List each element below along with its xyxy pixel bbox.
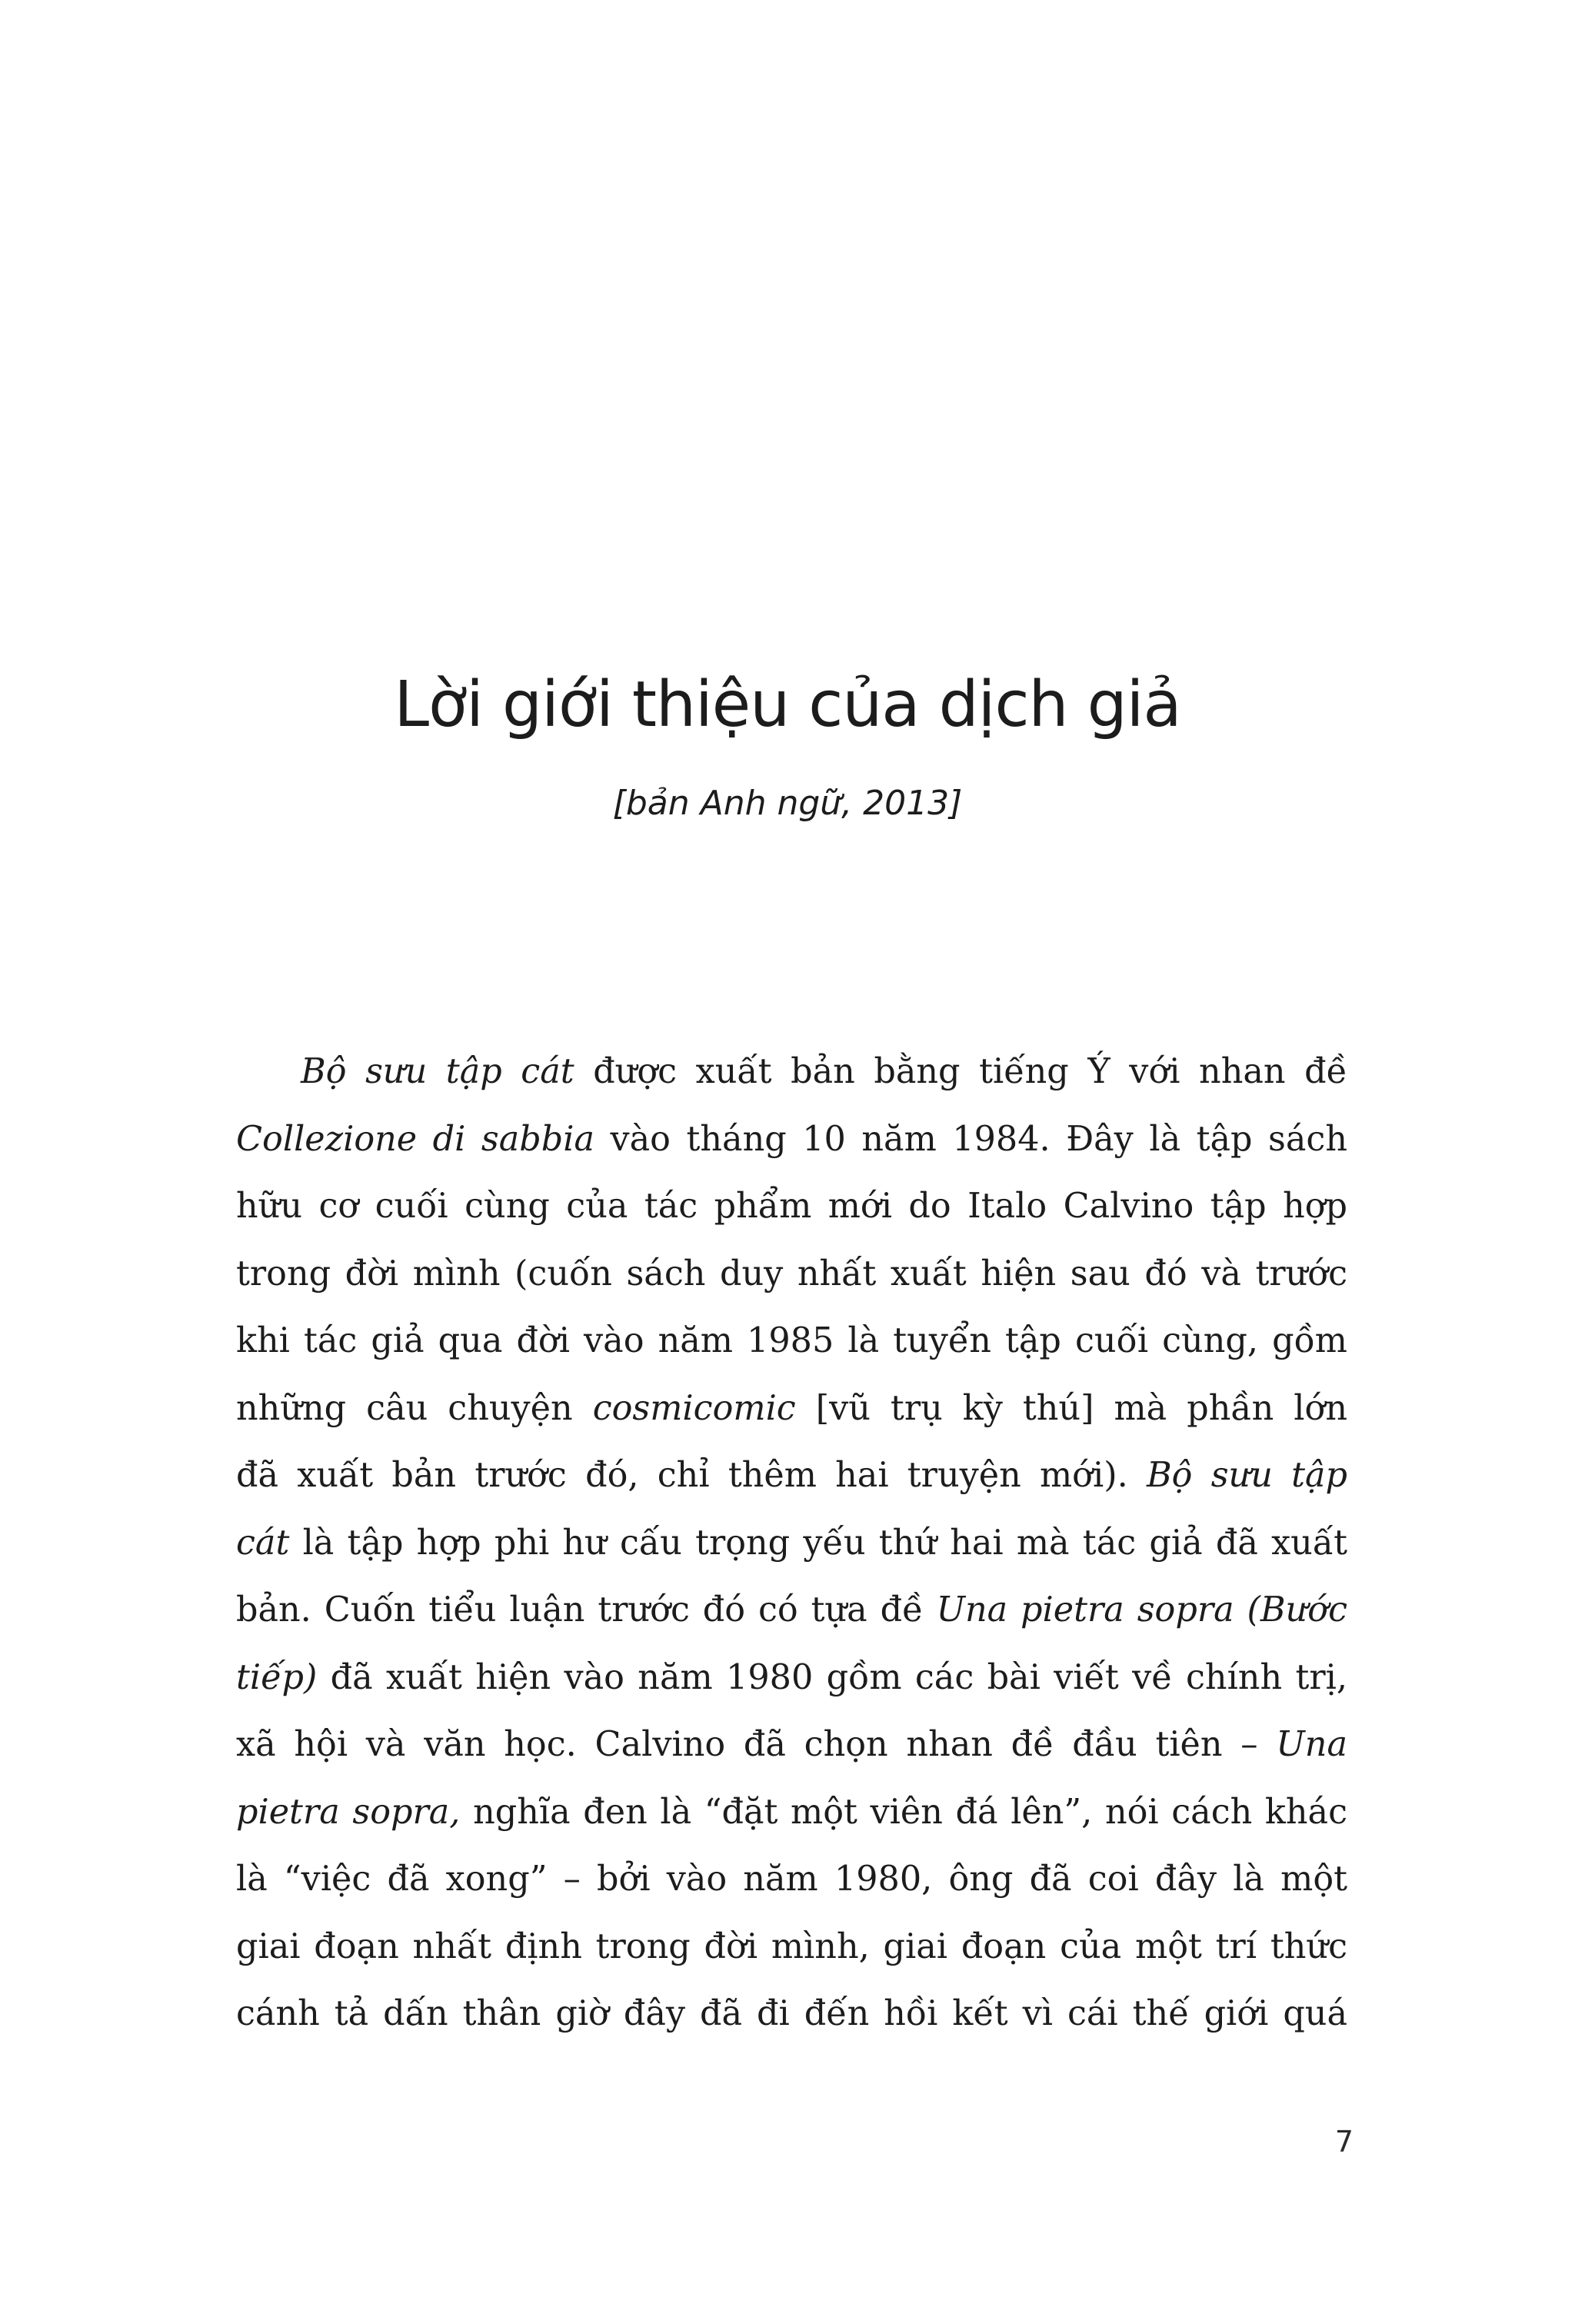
text-line [236,1173,1347,1240]
italic-text: cosmicomic [592,1388,796,1428]
italic-text: Una [1276,1725,1347,1764]
text-run: đã xuất bản trước đó, chỉ thêm hai truyện mới). [236,1456,1147,1495]
text-run: vào tháng 10 năm 1984. Đây là tập sách [594,1119,1348,1159]
text-run: được xuất bản bằng tiếng Ý với nhan đề [574,1052,1347,1091]
text-line [236,1240,1347,1308]
text-run: xã hội và văn học. Calvino đã chọn nhan đề đầu tiên – [236,1725,1277,1764]
text-run: giai đoạn nhất định trong đời mình, giai đoạn của một trí thức [236,1926,1347,1966]
text-run: cánh tả dấn thân giờ đây đã đi đến hồi kết vì cái thế giới quá [236,1994,1347,2033]
text-run: [vũ trụ kỳ thú] mà phần lớn [795,1388,1347,1428]
text-line [236,1038,1347,1106]
text-line [236,1913,1347,1981]
italic-text: Una pietra sopra (Bước [936,1590,1347,1630]
text-run: là tập hợp phi hư cấu trọng yếu thứ hai mà tác giả đã xuất [289,1523,1347,1563]
italic-text: tiếp) [236,1657,318,1697]
text-run: bản. Cuốn tiểu luận trước đó có tựa đề [236,1590,937,1630]
page-number: 7 [1334,2125,1354,2159]
text-run: những câu chuyện [236,1388,593,1428]
text-line [236,1711,1347,1779]
text-run: trong đời mình (cuốn sách duy nhất xuất hiện sau đó và trước [236,1254,1347,1294]
text-run: là “việc đã xong” – bởi vào năm 1980, ông đã coi đây là một [236,1860,1347,1899]
chapter-title: Lời giới thiệu của dịch giả [394,668,1181,741]
italic-text: Collezione di sabbia [236,1119,594,1159]
italic-text: cát [236,1523,290,1563]
text-line [236,1375,1347,1443]
text-run: nghĩa đen là “đặt một viên đá lên”, nói cách khác [460,1792,1347,1832]
italic-text: Bộ sưu tập [1146,1456,1348,1495]
text-run: khi tác giả qua đời vào năm 1985 là tuyển tập cuối cùng, gồm [236,1321,1347,1360]
text-line [236,1510,1347,1577]
text-run: hữu cơ cuối cùng của tác phẩm mới do Italo Calvino tập hợp [236,1187,1347,1226]
text-run: đã xuất hiện vào năm 1980 gồm các bài viết về chính trị, [317,1657,1347,1697]
chapter-subtitle: [bản Anh ngữ, 2013] [612,784,963,823]
text-line [236,1846,1347,1913]
text-line [236,1106,1347,1174]
text-line [236,1577,1347,1644]
text-line [236,1644,1347,1712]
text-line [236,1307,1347,1375]
italic-text: Bộ sưu tập cát [301,1052,574,1091]
body-paragraph [236,1038,1347,2048]
text-line [236,1980,1347,2048]
text-line [236,1779,1347,1846]
text-line [236,1442,1347,1510]
italic-text: pietra sopra, [236,1792,461,1832]
